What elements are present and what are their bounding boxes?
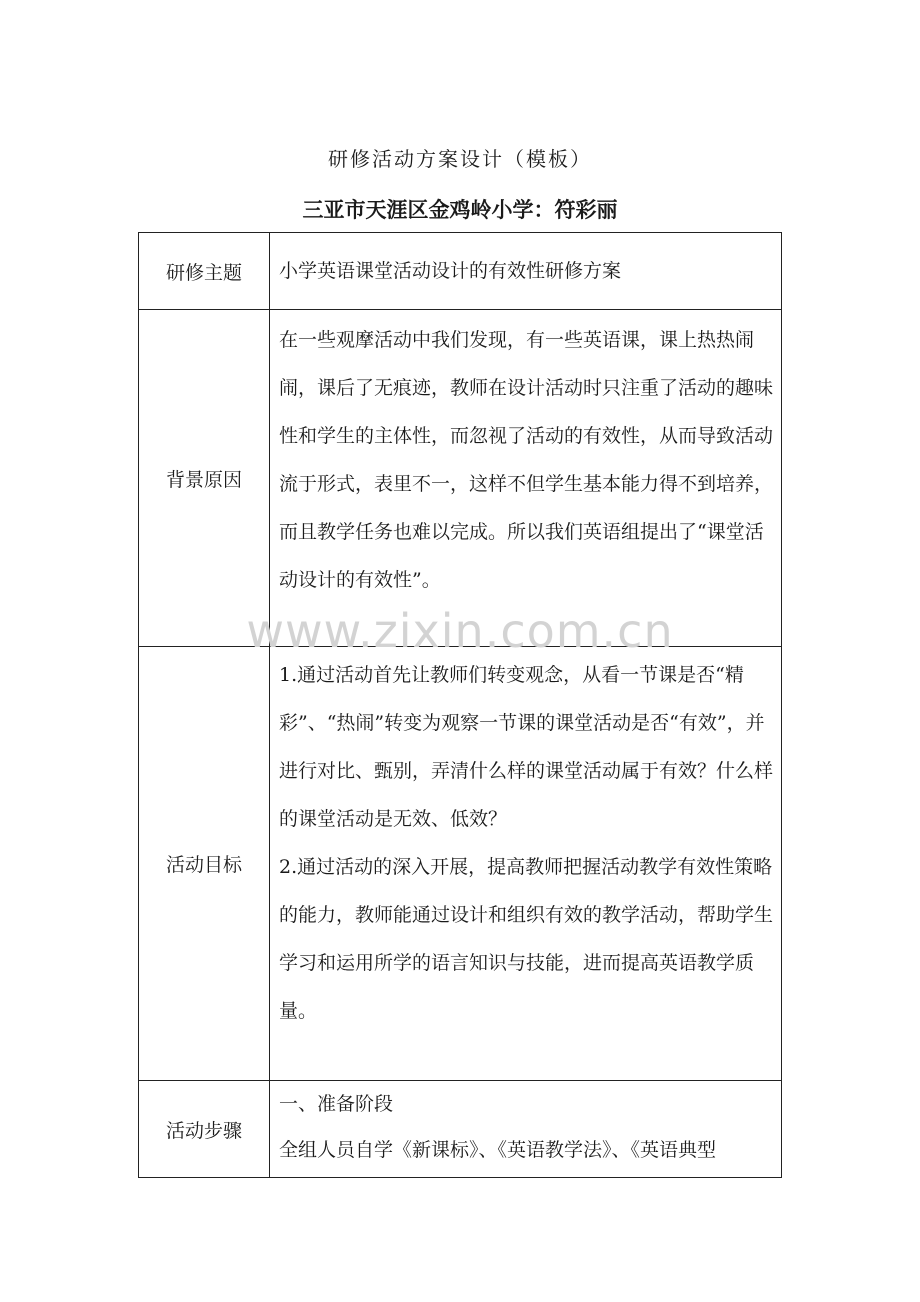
row-label: 活动目标 bbox=[139, 647, 270, 1081]
author-line: 三亚市天涯区金鸡岭小学：符彩丽 bbox=[302, 198, 618, 222]
table-row-steps bbox=[139, 1081, 782, 1178]
watermark: www.zixin.com.cn bbox=[246, 604, 674, 658]
row-content bbox=[270, 1081, 782, 1178]
paragraph: 小学英语课堂活动设计的有效性研修方案 bbox=[279, 260, 622, 282]
paragraph: 1.通过活动首先让教师们转变观念，从看一节课是否“精彩”、“热闹”转变为观察一节课的课堂活动是否“有效”，并进行对比、甄别，弄清什么样的课堂活动属于有效？什么样的课堂活动是无效、低效？ bbox=[279, 664, 774, 830]
plan-table bbox=[138, 232, 782, 1178]
paragraph: 一、准备阶段 bbox=[279, 1093, 394, 1115]
paragraph: 2.通过活动的深入开展，提高教师把握活动教学有效性策略的能力，教师能通过设计和组织有效的教学活动，帮助学生学习和运用所学的语言知识与技能，进而提高英语教学质量。 bbox=[279, 856, 774, 1022]
document-title: 研修活动方案设计（模板） bbox=[328, 147, 592, 171]
row-label: 背景原因 bbox=[139, 310, 270, 647]
table-row-goals bbox=[139, 647, 782, 1081]
row-label: 研修主题 bbox=[139, 233, 270, 310]
row-content bbox=[270, 233, 782, 310]
paragraph: 在一些观摩活动中我们发现，有一些英语课，课上热热闹闹，课后了无痕迹，教师在设计活动时只注重了活动的趣味性和学生的主体性，而忽视了活动的有效性，从而导致活动流于形式，表里不一，这样不但学生基本能力得不到培养，而且教学任务也难以完成。所以我们英语组提出了“课堂活动设计的有效性”。 bbox=[279, 329, 774, 591]
table-row-topic bbox=[139, 233, 782, 310]
paragraph: 全组人员自学《新课标》、《英语教学法》、《英语典型 bbox=[279, 1139, 717, 1161]
row-content bbox=[270, 647, 782, 1081]
table-row-background bbox=[139, 310, 782, 647]
row-label: 活动步骤 bbox=[139, 1081, 270, 1178]
row-content bbox=[270, 310, 782, 647]
